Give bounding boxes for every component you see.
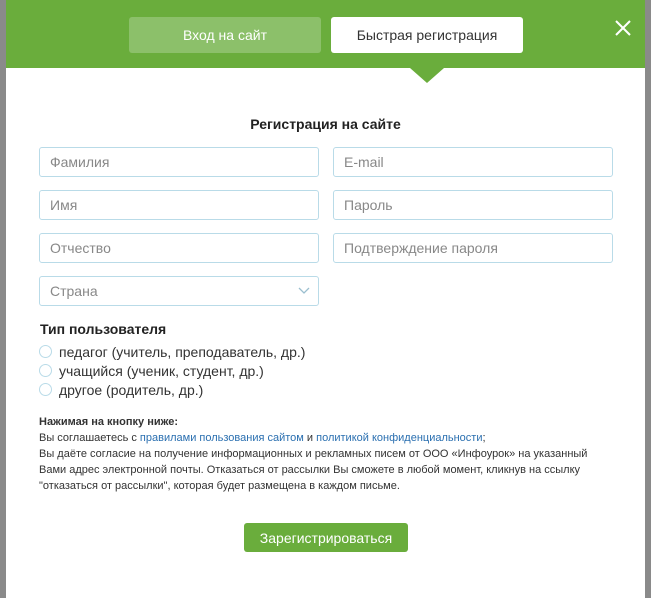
- terms-heading: Нажимая на кнопку ниже:: [39, 416, 179, 428]
- modal-header: [6, 0, 645, 68]
- terms-line-2: Вы даёте согласие на получение информационных и рекламных писем от ООО «Инфоурок» на указанный Вами адрес электронной почты. Отказаться от рассылки Вы сможете в любой момент, кликнув на ссылку "отказаться от рассылки", которая будет размещена в каждом письме.: [39, 448, 588, 492]
- chevron-down-icon: [298, 286, 310, 296]
- middlename-field[interactable]: Отчество: [39, 233, 319, 263]
- name-field[interactable]: Имя: [39, 190, 319, 220]
- user-type-title: Тип пользователя: [40, 321, 167, 337]
- country-select-value: Страна: [50, 283, 98, 299]
- registration-modal: [6, 0, 645, 598]
- email-field[interactable]: E-mail: [333, 147, 613, 177]
- radio-label: другое (родитель, др.): [59, 382, 204, 398]
- radio-button[interactable]: [39, 345, 52, 358]
- lastname-field[interactable]: Фамилия: [39, 147, 319, 177]
- active-tab-pointer: [410, 68, 444, 83]
- password-confirm-field[interactable]: Подтверждение пароля: [333, 233, 613, 263]
- rules-link[interactable]: правилами пользования сайтом: [139, 432, 304, 444]
- terms-suffix: ;: [482, 432, 486, 444]
- radio-label: учащийся (ученик, студент, др.): [59, 363, 264, 379]
- terms-and: и: [303, 432, 317, 444]
- country-select[interactable]: [39, 276, 319, 306]
- radio-button[interactable]: [39, 364, 52, 377]
- tab-login[interactable]: Вход на сайт: [129, 17, 321, 53]
- terms-text: [39, 414, 609, 494]
- radio-button[interactable]: [39, 383, 52, 396]
- register-button[interactable]: Зарегистрироваться: [244, 523, 408, 552]
- close-icon: [609, 14, 637, 42]
- page-backdrop-right: [645, 0, 651, 598]
- terms-line-1: [39, 430, 609, 446]
- tab-register[interactable]: Быстрая регистрация: [331, 17, 523, 53]
- password-field[interactable]: Пароль: [333, 190, 613, 220]
- close-button[interactable]: [609, 14, 637, 42]
- terms-prefix: Вы соглашаетесь с: [39, 432, 140, 444]
- privacy-policy-link[interactable]: политикой конфиденциальности: [316, 432, 483, 444]
- radio-label: педагог (учитель, преподаватель, др.): [59, 344, 306, 360]
- form-title: Регистрация на сайте: [250, 116, 401, 132]
